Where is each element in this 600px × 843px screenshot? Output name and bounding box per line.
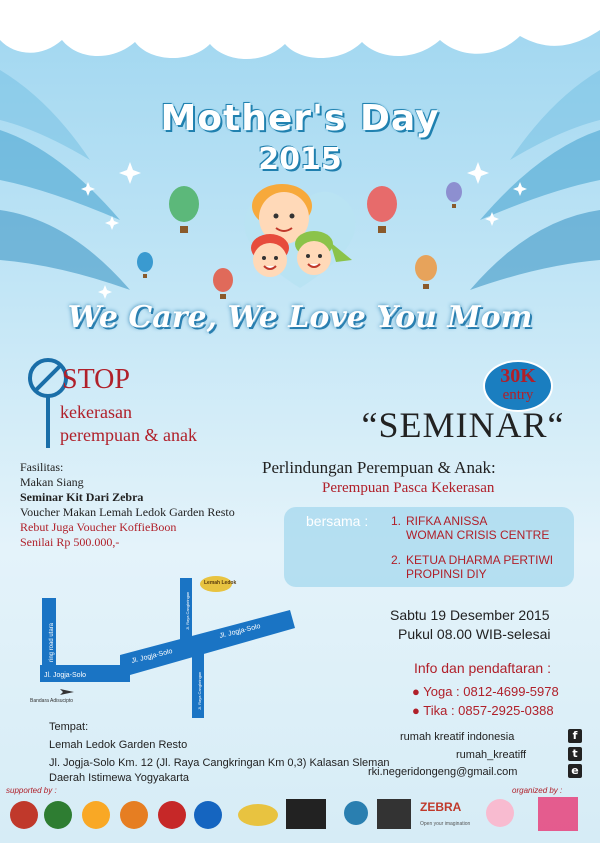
speakers-label: bersama : — [306, 513, 369, 529]
location-map — [20, 570, 320, 720]
sponsor-logo — [344, 801, 368, 825]
balloon-icon — [367, 186, 397, 233]
organizer-logo — [486, 799, 514, 827]
speaker-org: WOMAN CRISIS CENTRE — [406, 528, 550, 542]
sponsor-logo — [286, 799, 326, 829]
svg-text:Lemah Ledok: Lemah Ledok — [204, 580, 237, 586]
speaker-org: PROPINSI DIY — [406, 567, 487, 581]
twitter-icon[interactable]: t — [568, 747, 582, 761]
facilities-list — [20, 460, 235, 550]
sponsor-logo — [44, 801, 72, 829]
sponsor-logo — [10, 801, 38, 829]
map-sideroad-label: Jl. Raya Cangkringan — [185, 591, 190, 630]
tagline: We Care, We Love You Mom — [67, 300, 533, 335]
event-title: Mother's Day — [160, 98, 440, 139]
facebook-icon[interactable]: f — [568, 729, 582, 743]
facility-item: Voucher Makan Lemah Ledok Garden Resto — [20, 505, 235, 519]
contact-name: Tika — [423, 703, 448, 718]
speaker-name: KETUA DHARMA PERTIWI — [406, 553, 554, 567]
contact-phone: : 0857-2925-0388 — [450, 703, 554, 718]
organized-by-label: organized by : — [512, 786, 563, 795]
airplane-icon — [60, 689, 74, 695]
balloon-icon — [446, 182, 462, 208]
venue-address-region: Daerah Istimewa Yogyakarta — [49, 772, 190, 784]
seminar-subtitle: Perlindungan Perempuan & Anak: — [262, 458, 496, 477]
event-date: Sabtu 19 Desember 2015 — [390, 607, 550, 623]
contact-name: Yoga — [423, 684, 453, 699]
speaker-number: 1. — [391, 514, 402, 528]
entry-price: 30K — [500, 365, 536, 387]
facility-bonus: Senilai Rp 500.000,- — [20, 535, 120, 549]
venue-address: Jl. Jogja-Solo Km. 12 (Jl. Raya Cangkringan Km 0,3) Kalasan Sleman — [49, 757, 390, 769]
contact-line — [412, 684, 559, 699]
email-address[interactable]: rki.negeridongeng@gmail.com — [368, 766, 518, 778]
map-road-label: Jl. Jogja-Solo — [44, 672, 87, 679]
facility-bonus: Rebut Juga Voucher KoffieBoon — [20, 520, 177, 534]
entry-label: entry — [502, 387, 534, 403]
sponsor-logo — [158, 801, 186, 829]
venue-heading: Tempat: — [49, 721, 89, 733]
contact-phone: : 0812-4699-5978 — [456, 684, 559, 699]
balloon-icon — [169, 186, 199, 233]
map-road-label: Jl. Jogja-Solo — [130, 647, 174, 665]
sponsor-logo — [82, 801, 110, 829]
stop-line-1: kekerasan — [60, 402, 132, 422]
mother-children-illustration — [232, 178, 368, 296]
organizer-logo — [538, 797, 578, 831]
facilities-heading: Fasilitas: — [20, 460, 64, 474]
seminar-title: “SEMINAR“ — [361, 405, 565, 445]
stop-heading: STOP — [62, 364, 130, 395]
event-year: 2015 — [258, 142, 342, 177]
venue-name: Lemah Ledok Garden Resto — [49, 739, 188, 751]
speaker-number: 2. — [391, 553, 402, 567]
sponsor-logo — [377, 799, 411, 829]
contact-line — [412, 703, 554, 718]
zebra-logo: ZEBRA — [420, 800, 462, 814]
balloon-icon — [213, 268, 233, 299]
map-airport-label: Bandara Adisucipto — [30, 698, 74, 704]
event-time: Pukul 08.00 WIB-selesai — [398, 626, 551, 642]
zebra-tagline: Open your imagination — [420, 821, 471, 827]
sponsor-logo — [238, 804, 278, 826]
sponsor-logo — [120, 801, 148, 829]
supported-by-label: supported by : — [6, 786, 57, 795]
email-icon[interactable]: e — [568, 764, 582, 778]
map-sideroad-label: Jl. Raya Cangkringan — [197, 671, 202, 710]
balloon-icon — [415, 255, 437, 289]
sponsor-logos — [0, 793, 600, 841]
venue-info — [49, 720, 390, 786]
twitter-handle[interactable]: rumah_kreatiff — [456, 749, 527, 761]
sponsor-logo — [194, 801, 222, 829]
top-clouds — [0, 0, 600, 70]
facility-item: Makan Siang — [20, 475, 84, 489]
bullet-icon: ● — [412, 703, 420, 718]
stop-line-2: perempuan & anak — [60, 425, 197, 445]
registration-heading: Info dan pendaftaran : — [414, 660, 551, 676]
bullet-icon: ● — [412, 684, 420, 699]
map-ringroad-label: ring road utara — [49, 622, 55, 662]
facebook-handle[interactable]: rumah kreatif indonesia — [400, 731, 515, 743]
balloon-icon — [137, 252, 153, 278]
seminar-topic: Perempuan Pasca Kekerasan — [322, 480, 495, 496]
facility-item: Seminar Kit Dari Zebra — [20, 490, 144, 504]
map-road-label: Jl. Jogja-Solo — [218, 622, 262, 640]
speaker-name: RIFKA ANISSA — [406, 514, 488, 528]
